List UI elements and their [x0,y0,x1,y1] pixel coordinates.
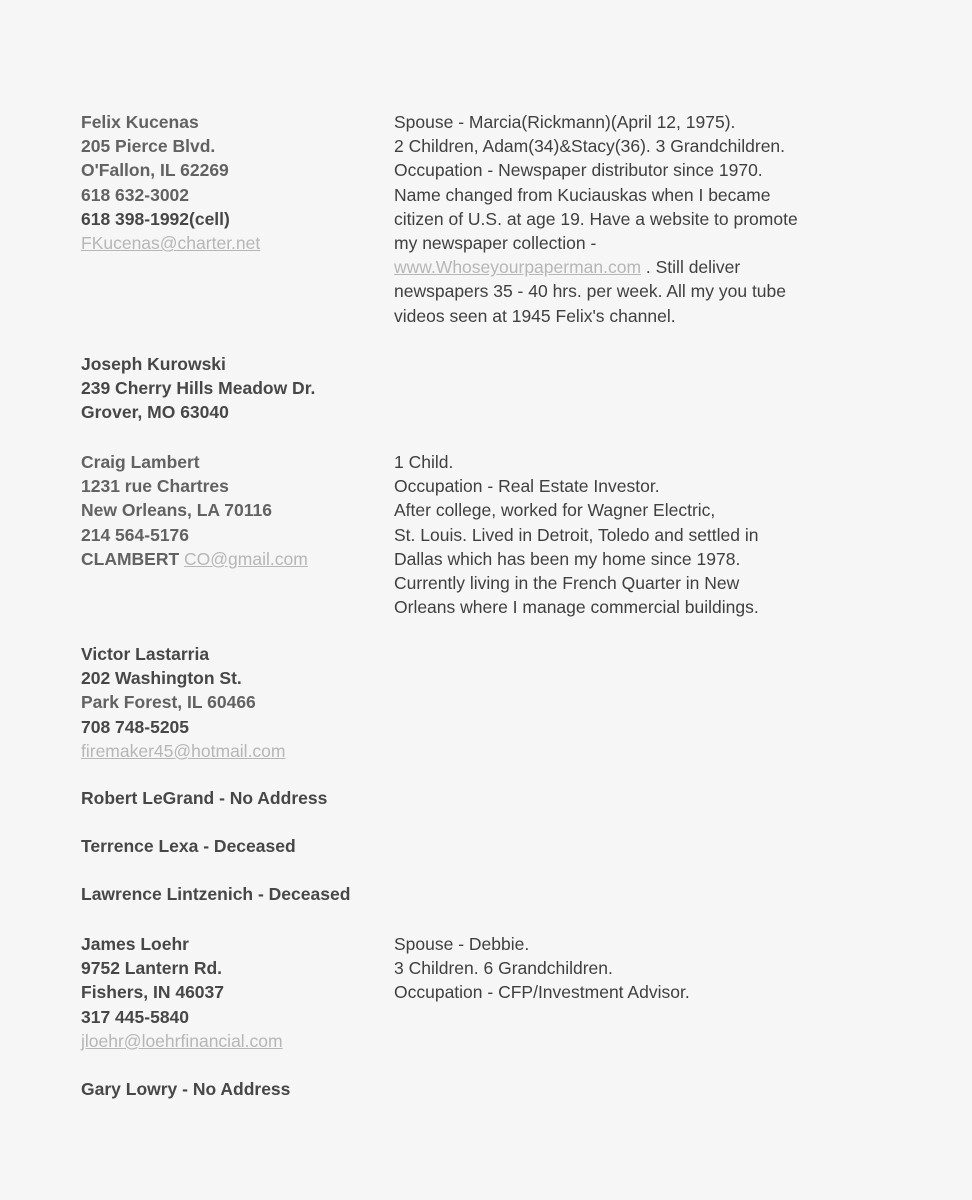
note-line: Spouse - Marcia(Rickmann)(April 12, 1975). [394,112,736,132]
contact-phone: 214 564-5176 [81,524,190,545]
note-line: St. Louis. Lived in Detroit, Toledo and settled in [394,524,759,545]
contact-address-line1: 239 Cherry Hills Meadow Dr. [81,378,316,399]
contact-email-link[interactable]: CO@gmail.com [184,548,308,569]
contact-address-line2: Park Forest, IL 60466 [81,692,256,713]
note-line: videos seen at 1945 Felix's channel. [394,305,676,326]
note-line: citizen of U.S. at age 19. Have a website to promote [394,208,798,229]
contact-address-line2: New Orleans, LA 70116 [81,500,272,521]
note-line: 3 Children. 6 Grandchildren. [394,958,613,979]
contact-address-line2: Fishers, IN 46037 [81,982,224,1003]
note-line: Occupation - CFP/Investment Advisor. [394,982,690,1003]
note-line: Occupation - Real Estate Investor. [394,476,660,497]
contact-phone: 317 445-5840 [81,1006,190,1027]
entry-terrence-lexa: Terrence Lexa - Deceased [81,836,296,856]
contact-address-line2: O'Fallon, IL 62269 [81,160,229,181]
note-line: Dallas which has been my home since 1978. [394,548,741,569]
entry-robert-legrand: Robert LeGrand - No Address [81,788,328,808]
email-prefix: CLAMBERT [81,548,185,569]
note-line: newspapers 35 - 40 hrs. per week. All my you tube [394,281,787,302]
note-text: . Still deliver [641,257,741,278]
contact-address-line2: Grover, MO 63040 [81,402,229,423]
note-line: Occupation - Newspaper distributor since 1970. [394,160,763,181]
contact-name: Craig Lambert [81,452,200,472]
contact-phone: 618 632-3002 [81,184,190,205]
entry-gary-lowry: Gary Lowry - No Address [81,1079,291,1099]
contact-name: James Loehr [81,934,189,954]
contact-block [81,642,381,763]
contact-name: Joseph Kurowski [81,354,226,374]
note-line: Orleans where I manage commercial buildings. [394,597,759,618]
contact-address-line1: 205 Pierce Blvd. [81,136,216,157]
note-line: 1 Child. [394,452,454,472]
contact-email-link[interactable]: jloehr@loehrfinancial.com [81,1030,283,1051]
contact-address-line1: 202 Washington St. [81,668,242,689]
note-line-website [394,255,894,279]
note-line: 2 Children, Adam(34)&Stacy(36). 3 Grandchildren. [394,136,786,157]
contact-block [81,110,381,255]
entry-lawrence-lintzenich: Lawrence Lintzenich - Deceased [81,884,351,904]
contact-email-line [81,547,381,571]
note-line: Spouse - Debbie. [394,934,530,954]
note-line: my newspaper collection - [394,233,597,254]
contact-name: Victor Lastarria [81,644,210,664]
contact-phone-cell: 618 398-1992(cell) [81,208,230,229]
note-line: Name changed from Kuciauskas when I became [394,184,771,205]
note-line: Currently living in the French Quarter in New [394,573,740,594]
notes-block [394,932,894,1005]
contact-phone: 708 748-5205 [81,716,190,737]
contact-address-line1: 1231 rue Chartres [81,476,229,497]
notes-block [394,110,894,328]
contact-block [81,352,401,425]
contact-block [81,450,381,571]
contact-name: Felix Kucenas [81,112,199,132]
contact-block [81,932,381,1053]
note-line: After college, worked for Wagner Electric, [394,500,716,521]
contact-email-link[interactable]: FKucenas@charter.net [81,233,261,254]
contact-email-link[interactable]: firemaker45@hotmail.com [81,740,286,761]
website-link[interactable]: www.Whoseyourpaperman.com [394,257,642,278]
contact-address-line1: 9752 Lantern Rd. [81,958,223,979]
notes-block [394,450,894,619]
